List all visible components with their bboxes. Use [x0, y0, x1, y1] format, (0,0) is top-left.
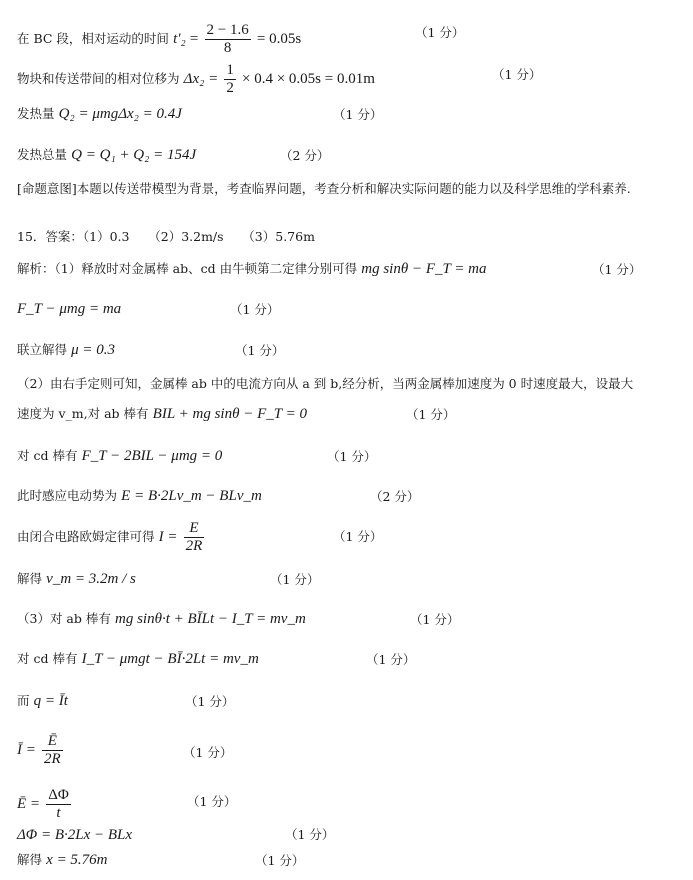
line-charge: 而 q = Īt — [17, 693, 68, 709]
answer-15: 15．答案：（1）0.3 （2）3.2m/s （3）5.76m — [17, 229, 315, 244]
result: = 0.05s — [256, 31, 302, 47]
line-rel-disp: 物块和传送带间的相对位移为 Δx₂ = $\frac{1}{2}$ × 0.4 × 0.05s = 0.01m — [17, 62, 375, 96]
score: （1 分） — [230, 302, 280, 317]
score: （2 分） — [280, 148, 330, 163]
score: （1 分） — [327, 449, 377, 464]
score: （1 分） — [415, 25, 465, 40]
score: （1 分） — [270, 572, 320, 587]
fraction: $\frac{2 - 1.6}{8}$ — [206, 22, 249, 56]
fraction: $\frac{E}{2R}$ — [185, 520, 203, 554]
fraction: $\frac{Ē}{2R}$ — [44, 733, 61, 767]
score: （1 分） — [492, 67, 542, 82]
line-bc-time: 在 BC 段，相对运动的时间 t′₂ = $\frac{2 - 1.6}{8}$ = 0.05s — [17, 22, 302, 56]
line-mu-solve: 联立解得 μ = 0.3 — [17, 342, 116, 358]
score: （2 分） — [370, 489, 420, 504]
intent-paragraph: [命题意图]本题以传送带模型为背景，考查临界问题，考查分析和解决实际问题的能力以及科学思维的学科素养. — [17, 181, 631, 196]
line-ohm: 由闭合电路欧姆定律可得 I = $\frac{E}{2R}$ — [17, 520, 203, 554]
fraction: $\frac{\Delta\Phi}{t}$ — [48, 787, 69, 821]
line-analysis-2a: （2）由右手定则可知，金属棒 ab 中的电流方向从 a 到 b,经分析，当两金属棒加速度为 0 时速度最大，设最大 — [17, 376, 634, 391]
score: （1 分） — [366, 652, 416, 667]
line-avg-current: Ī = $\frac{Ē}{2R}$ — [17, 733, 61, 767]
line-avg-emf: Ē = $\frac{\Delta\Phi}{t}$ — [17, 787, 69, 821]
line-analysis-3: （3）对 ab 棒有 mg sinθ·t + BĪLt − I_T = mv_m — [17, 611, 306, 627]
formula-var: t′₂ — [173, 31, 186, 47]
line-cd-impulse: 对 cd 棒有 I_T − μmgt − BĪ·2Lt = mv_m — [17, 651, 259, 667]
score: （1 分） — [333, 107, 383, 122]
score: （1 分） — [285, 827, 335, 842]
line-cd-rod: 对 cd 棒有 F_T − 2BIL − μmg = 0 — [17, 448, 223, 464]
line-emf: 此时感应电动势为 E = B·2Lv_m − BLv_m — [17, 488, 262, 504]
line-analysis-2b: 速度为 v_m,对 ab 棒有 BIL + mg sinθ − F_T = 0 — [17, 406, 307, 422]
line-heat-total: 发热总量 Q = Q₁ + Q₂ = 154J — [17, 147, 197, 163]
score: （1 分） — [410, 612, 460, 627]
score: （1 分） — [333, 529, 383, 544]
score: （1 分） — [255, 853, 305, 868]
line-vm-solve: 解得 v_m = 3.2m / s — [17, 571, 136, 587]
text: 在 BC 段，相对运动的时间 — [17, 31, 169, 46]
line-x-solve: 解得 x = 5.76m — [17, 852, 108, 868]
line-analysis-1: 解析：（1）释放时对金属棒 ab、cd 由牛顿第二定律分别可得 mg sinθ − F_T = ma — [17, 261, 487, 277]
score: （1 分） — [592, 262, 642, 277]
line-flux: ΔΦ = B·2Lx − BLx — [17, 827, 133, 843]
score: （1 分） — [185, 694, 235, 709]
score: （1 分） — [235, 343, 285, 358]
score: （1 分） — [187, 794, 237, 809]
score: （1 分） — [406, 407, 456, 422]
line-heat-q2: 发热量 Q₂ = μmgΔx₂ = 0.4J — [17, 106, 182, 122]
line-eq-ft: F_T − μmg = ma — [17, 301, 122, 317]
score: （1 分） — [183, 745, 233, 760]
fraction: $\frac{1}{2}$ — [226, 62, 234, 96]
